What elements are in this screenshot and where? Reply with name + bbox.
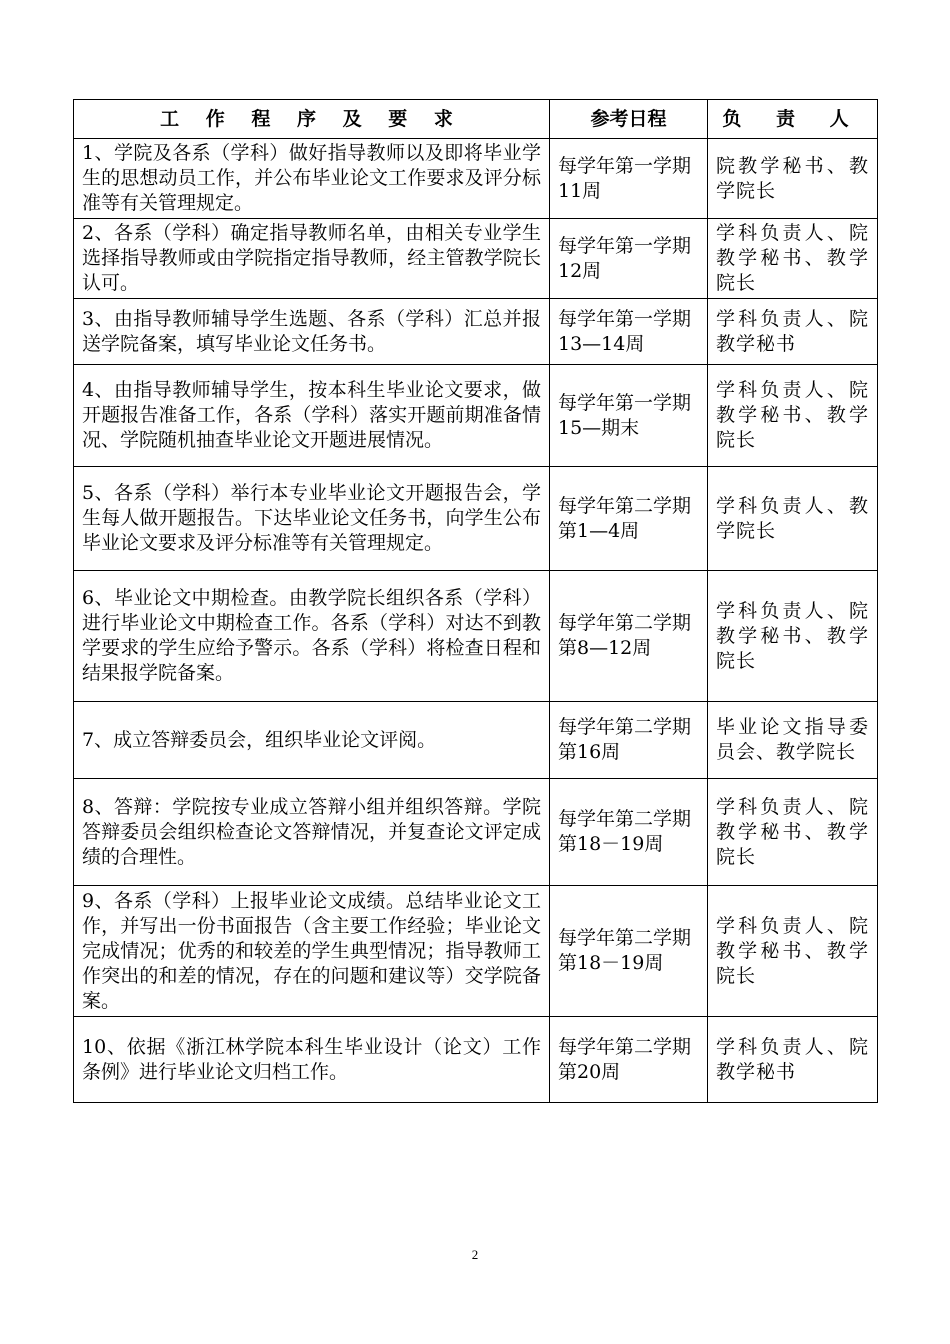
schedule-cell: 每学年第二学期第18－19周: [550, 886, 708, 1017]
schedule-cell: 每学年第一学期15—期末: [550, 365, 708, 467]
procedure-cell: 8、答辩：学院按专业成立答辩小组并组织答辩。学院答辩委员会组织检查论文答辩情况，并复查论文评定成绩的合理性。: [74, 779, 550, 886]
header-schedule: 参考日程: [550, 100, 708, 139]
table-row: [74, 365, 878, 467]
schedule-cell: 每学年第二学期第8—12周: [550, 571, 708, 702]
responsible-cell: 院教学秘书、教学院长: [708, 139, 878, 219]
table-row: [74, 467, 878, 571]
table-row: [74, 139, 878, 219]
schedule-cell: 每学年第二学期第16周: [550, 702, 708, 779]
procedure-cell: 3、由指导教师辅导学生选题、各系（学科）汇总并报送学院备案，填写毕业论文任务书。: [74, 299, 550, 365]
procedure-cell: 2、各系（学科）确定指导教师名单，由相关专业学生选择指导教师或由学院指定指导教师，经主管教学院长认可。: [74, 219, 550, 299]
responsible-cell: 毕业论文指导委员会、教学院长: [708, 702, 878, 779]
responsible-cell: 学科负责人、院教学秘书、教学院长: [708, 571, 878, 702]
procedure-cell: 9、各系（学科）上报毕业论文成绩。总结毕业论文工作，并写出一份书面报告（含主要工作经验；毕业论文完成情况；优秀的和较差的学生典型情况；指导教师工作突出的和差的情况，存在的问题和建议等）交学院备案。: [74, 886, 550, 1017]
schedule-cell: 每学年第二学期第18－19周: [550, 779, 708, 886]
responsible-cell: 学科负责人、院教学秘书、教学院长: [708, 219, 878, 299]
schedule-cell: 每学年第一学期11周: [550, 139, 708, 219]
table-header-row: [74, 100, 878, 139]
responsible-cell: 学科负责人、院教学秘书、教学院长: [708, 886, 878, 1017]
schedule-cell: 每学年第一学期12周: [550, 219, 708, 299]
table-row: [74, 299, 878, 365]
responsible-cell: 学科负责人、教学院长: [708, 467, 878, 571]
procedure-cell: 5、各系（学科）举行本专业毕业论文开题报告会，学生每人做开题报告。下达毕业论文任务书，向学生公布毕业论文要求及评分标准等有关管理规定。: [74, 467, 550, 571]
table-row: [74, 571, 878, 702]
procedure-cell: 10、依据《浙江林学院本科生毕业设计（论文）工作条例》进行毕业论文归档工作。: [74, 1017, 550, 1103]
procedure-cell: 7、成立答辩委员会，组织毕业论文评阅。: [74, 702, 550, 779]
table-row: [74, 219, 878, 299]
table-row: [74, 1017, 878, 1103]
table-row: [74, 779, 878, 886]
schedule-cell: 每学年第一学期13—14周: [550, 299, 708, 365]
responsible-cell: 学科负责人、院教学秘书、教学院长: [708, 779, 878, 886]
procedure-cell: 1、学院及各系（学科）做好指导教师以及即将毕业学生的思想动员工作，并公布毕业论文工作要求及评分标准等有关管理规定。: [74, 139, 550, 219]
responsible-cell: 学科负责人、院教学秘书: [708, 1017, 878, 1103]
header-responsible: 负 责 人: [708, 100, 878, 139]
procedure-cell: 6、毕业论文中期检查。由教学院长组织各系（学科）进行毕业论文中期检查工作。各系（学科）对达不到教学要求的学生应给予警示。各系（学科）将检查日程和结果报学院备案。: [74, 571, 550, 702]
table-row: [74, 702, 878, 779]
schedule-cell: 每学年第二学期第20周: [550, 1017, 708, 1103]
header-procedure: 工 作 程 序 及 要 求: [74, 100, 550, 139]
responsible-cell: 学科负责人、院教学秘书、教学院长: [708, 365, 878, 467]
procedure-cell: 4、由指导教师辅导学生，按本科生毕业论文要求，做开题报告准备工作，各系（学科）落实开题前期准备情况、学院随机抽查毕业论文开题进展情况。: [74, 365, 550, 467]
page-number: 2: [471, 1247, 479, 1262]
schedule-cell: 每学年第二学期第1—4周: [550, 467, 708, 571]
procedure-table: [73, 99, 878, 1103]
table-row: [74, 886, 878, 1017]
responsible-cell: 学科负责人、院教学秘书: [708, 299, 878, 365]
